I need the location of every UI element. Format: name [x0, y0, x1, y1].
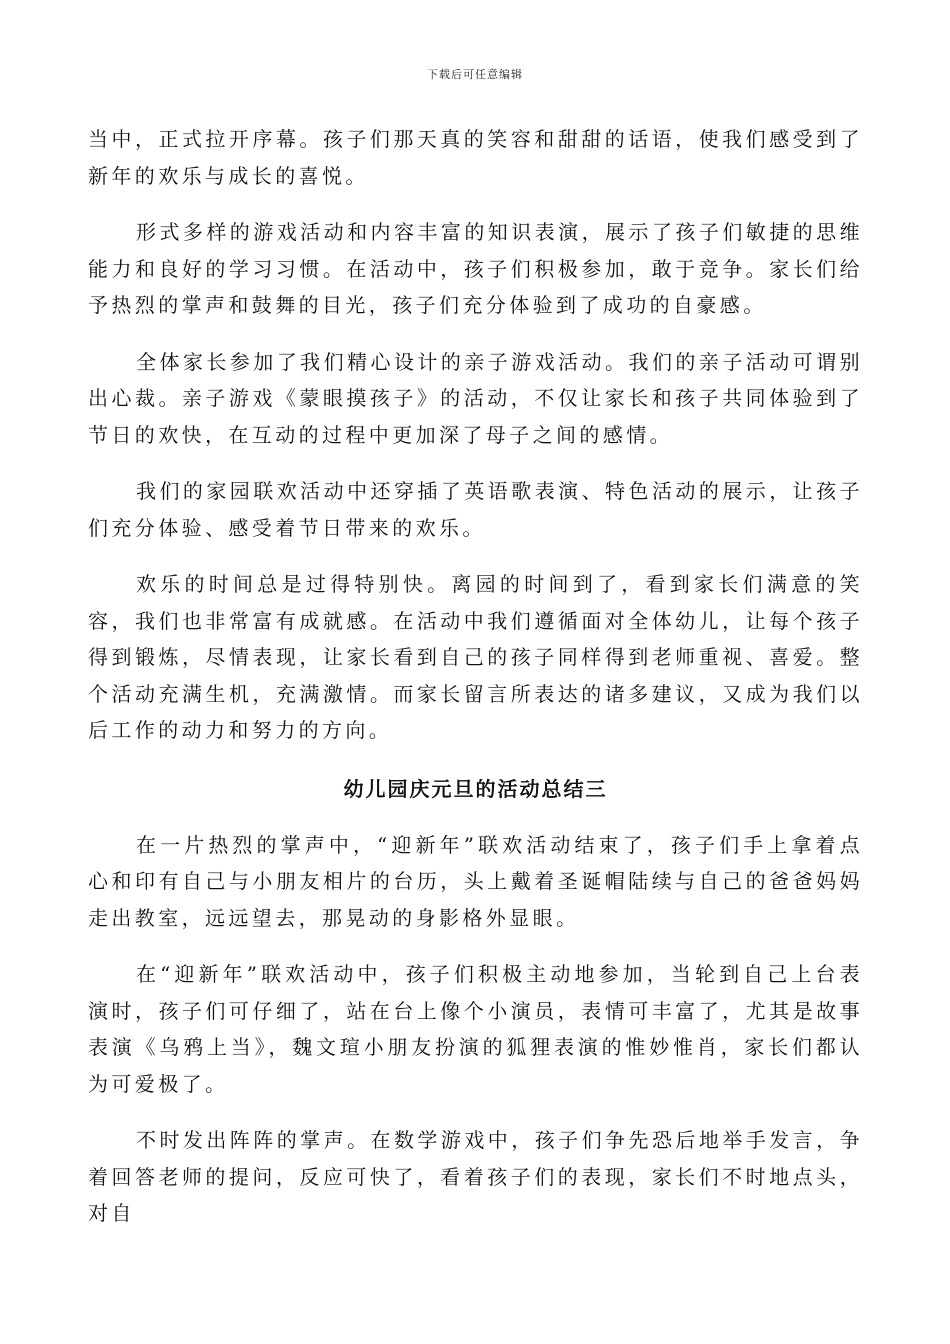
- section-title: 幼儿园庆元旦的活动总结三: [343, 776, 608, 801]
- paragraph: 我们的家园联欢活动中还穿插了英语歌表演、特色活动的展示，让孩子们充分体验、感受着节日带来的欢乐。: [88, 479, 863, 540]
- paragraph: 在一片热烈的掌声中，“迎新年”联欢活动结束了，孩子们手上拿着点心和印有自己与小朋友相片的台历，头上戴着圣诞帽陆续与自己的爸爸妈妈走出教室，远远望去，那晃动的身影格外显眼。: [88, 832, 863, 930]
- paragraph: 在“迎新年”联欢活动中，孩子们积极主动地参加，当轮到自己上台表演时，孩子们可仔细了，站在台上像个小演员，表情可丰富了，尤其是故事表演《乌鸦上当》，魏文瑄小朋友扮演的狐狸表演的惟妙惟肖，家长们都认为可爱极了。: [88, 962, 863, 1096]
- document-body: [88, 121, 863, 1252]
- header-note: 下载后可任意编辑: [427, 68, 523, 81]
- paragraph: 全体家长参加了我们精心设计的亲子游戏活动。我们的亲子活动可谓别出心裁。亲子游戏《蒙眼摸孩子》的活动，不仅让家长和孩子共同体验到了节日的欢快，在互动的过程中更加深了母子之间的感情。: [88, 349, 863, 447]
- paragraph: 当中，正式拉开序幕。孩子们那天真的笑容和甜甜的话语，使我们感受到了新年的欢乐与成长的喜悦。: [88, 127, 863, 188]
- paragraph: 形式多样的游戏活动和内容丰富的知识表演，展示了孩子们敏捷的思维能力和良好的学习习惯。在活动中，孩子们积极参加，敢于竞争。家长们给予热烈的掌声和鼓舞的目光，孩子们充分体验到了成功的自豪感。: [88, 220, 863, 317]
- paragraph: 欢乐的时间总是过得特别快。离园的时间到了，看到家长们满意的笑容，我们也非常富有成就感。在活动中我们遵循面对全体幼儿，让每个孩子得到锻炼，尽情表现，让家长看到自己的孩子同样得到老师重视、喜爱。整个活动充满生机，充满激情。而家长留言所表达的诸多建议，又成为我们以后工作的动力和努力的方向。: [88, 572, 863, 742]
- paragraph: 不时发出阵阵的掌声。在数学游戏中，孩子们争先恐后地举手发言，争着回答老师的提问，反应可快了，看着孩子们的表现，家长们不时地点头，对自: [88, 1128, 863, 1225]
